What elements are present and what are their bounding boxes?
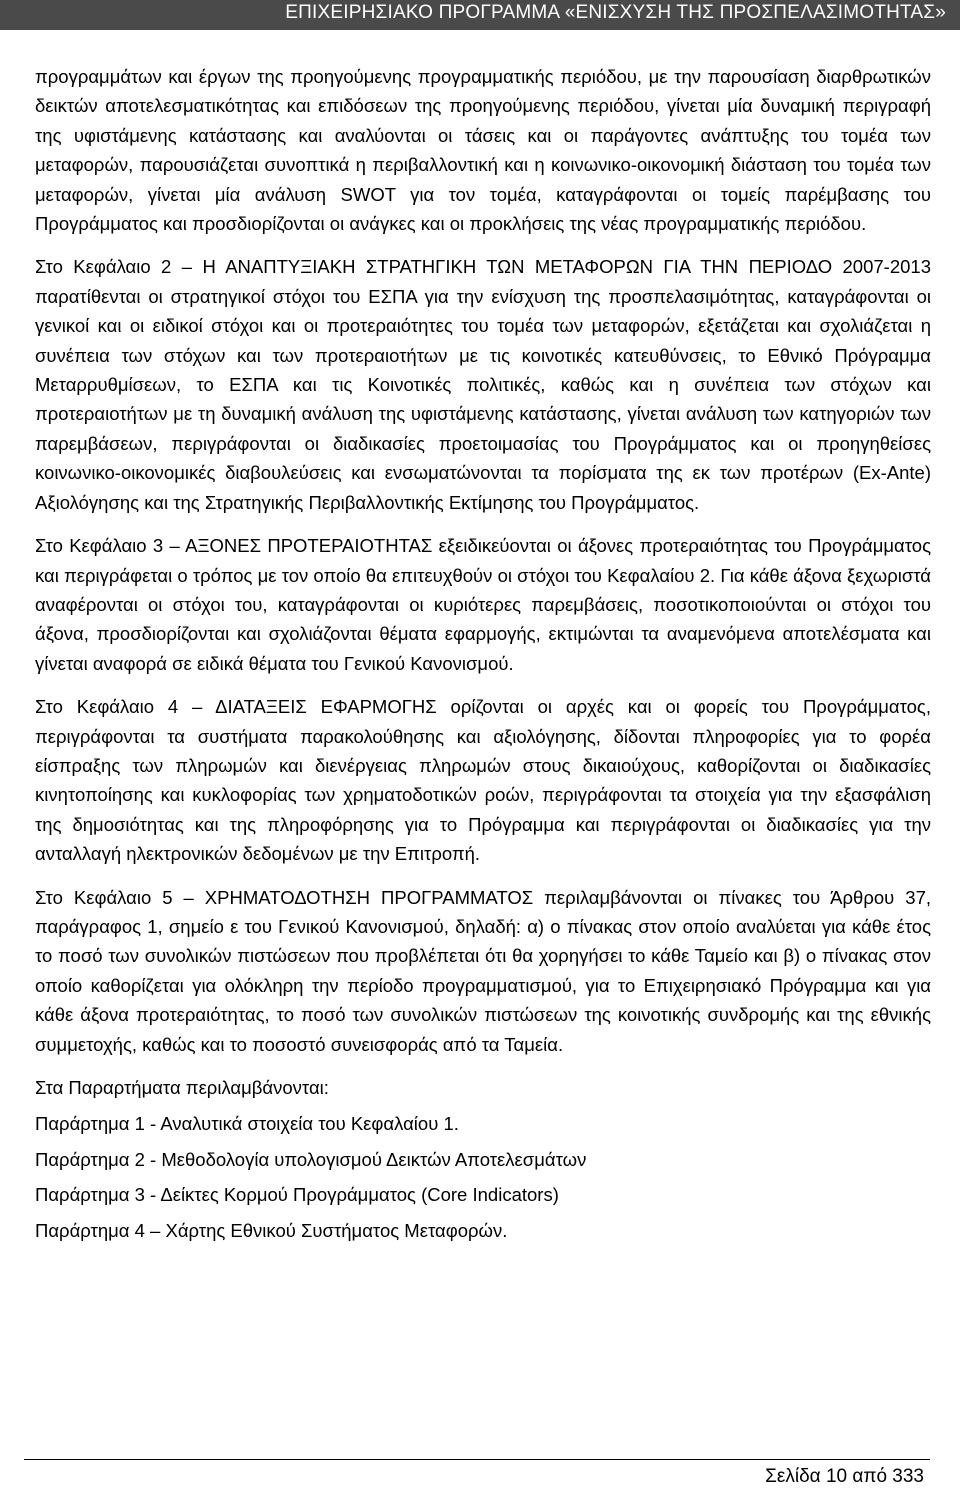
- header-bar: [0, 0, 960, 30]
- page-body: [35, 62, 931, 1251]
- annexes-intro: Στα Παραρτήματα περιλαμβάνονται:: [35, 1077, 329, 1098]
- paragraph-chapter-4: Στο Κεφάλαιο 4 – ΔΙΑΤΑΞΕΙΣ ΕΦΑΡΜΟΓΗΣ ορίζονται οι αρχές και οι φορείς του Προγράμματος, περιγράφονται τα συστήματα παρακολούθησης και αξιολόγησης, δίδονται πληροφορίες για το φορέα είσπραξης των πληρωμών και διενέργειας πληρωμών στους δικαιούχους, καθορίζονται οι διαδικασίες κινητοποίησης και κυκλοφορίας των χρηματοδοτικών ροών, περιγράφονται τα στοιχεία για την εξασφάλιση της δημοσιότητας και της πληροφόρησης για το Πρόγραμμα και περιγράφονται οι διαδικασίες για την ανταλλαγή ηλεκτρονικών δεδομένων με την Επιτροπή.: [35, 696, 931, 865]
- paragraph-chapter-1-continuation: προγραμμάτων και έργων της προηγούμενης προγραμματικής περιόδου, με την παρουσίαση διαρθρωτικών δεικτών αποτελεσματικότητας και επιδόσεων της προηγούμενης περιόδου, γίνεται μία δυναμική περιγραφή της υφιστάμενης κατάστασης και αναλύονται οι τάσεις και οι παράγοντες ανάπτυξης του τομέα των μεταφορών, παρουσιάζεται συνοπτικά η περιβαλλοντική και η κοινωνικο-οικονομική διάσταση του τομέα των μεταφορών, γίνεται μία ανάλυση SWOT για τον τομέα, καταγράφονται οι τομείς παρέμβασης του Προγράμματος και προσδιορίζονται οι ανάγκες και οι προκλήσεις της νέας προγραμματικής περιόδου.: [35, 66, 931, 235]
- annex-item: Παράρτημα 1 - Αναλυτικά στοιχεία του Κεφαλαίου 1.: [35, 1113, 459, 1135]
- document-header-title: ΕΠΙΧΕΙΡΗΣΙΑΚΟ ΠΡΟΓΡΑΜΜΑ «ΕΝΙΣΧΥΣΗ ΤΗΣ ΠΡΟΣΠΕΛΑΣΙΜΟΤΗΤΑΣ»: [285, 2, 946, 23]
- annexes-list: [35, 1109, 931, 1245]
- page-number: Σελίδα 10 από 333: [765, 1466, 924, 1487]
- annex-item: Παράρτημα 2 - Μεθοδολογία υπολογισμού Δεικτών Αποτελεσμάτων: [35, 1148, 587, 1170]
- annex-item: Παράρτημα 3 - Δείκτες Κορμού Προγράμματος (Core Indicators): [35, 1184, 559, 1206]
- paragraph-chapter-2: Στο Κεφάλαιο 2 – Η ΑΝΑΠΤΥΞΙΑΚΗ ΣΤΡΑΤΗΓΙΚΗ ΤΩΝ ΜΕΤΑΦΟΡΩΝ ΓΙΑ ΤΗΝ ΠΕΡΙΟΔΟ 2007-2013 παρατίθενται οι στρατηγικοί στόχοι του ΕΣΠΑ για την ενίσχυση της προσπελασιμότητας, καταγράφονται οι γενικοί και οι ειδικοί στόχοι και οι προτεραιότητες του τομέα των μεταφορών, εξετάζεται και σχολιάζεται η συνέπεια των στόχων και των προτεραιοτήτων με τις κοινοτικές κατευθύνσεις, το Εθνικό Πρόγραμμα Μεταρρυθμίσεων, το ΕΣΠΑ και τις Κοινοτικές πολιτικές, καθώς και η συνέπεια των στόχων και προτεραιοτήτων με τη δυναμική ανάλυση της υφιστάμενης κατάστασης, γίνεται ανάλυση των κατηγοριών των παρεμβάσεων, περιγράφονται οι διαδικασίες προετοιμασίας του Προγράμματος και οι προηγηθείσες κοινωνικο-οικονομικές διαβουλεύσεις και ενσωματώνονται τα πορίσματα της εκ των προτέρων (Ex-Ante) Αξιολόγησης και της Στρατηγικής Περιβαλλοντικής Εκτίμησης του Προγράμματος.: [35, 256, 931, 513]
- footer-divider: [24, 1459, 930, 1460]
- paragraph-chapter-3: Στο Κεφάλαιο 3 – ΑΞΟΝΕΣ ΠΡΟΤΕΡΑΙΟΤΗΤΑΣ εξειδικεύονται οι άξονες προτεραιότητας του Προγράμματος και περιγράφεται ο τρόπος με τον οποίο θα επιτευχθούν οι στόχοι του Κεφαλαίου 2. Για κάθε άξονα ξεχωριστά αναφέρονται οι στόχοι του, καταγράφονται οι κυριότερες παρεμβάσεις, ποσοτικοποιούνται οι στόχοι του άξονα, προσδιορίζονται και σχολιάζονται θέματα εφαρμογής, εκτιμώνται τα αναμενόμενα αποτελέσματα και γίνεται αναφορά σε ειδικά θέματα του Γενικού Κανονισμού.: [35, 535, 931, 674]
- annex-item: Παράρτημα 4 – Χάρτης Εθνικού Συστήματος Μεταφορών.: [35, 1219, 508, 1241]
- paragraph-chapter-5: Στο Κεφάλαιο 5 – ΧΡΗΜΑΤΟΔΟΤΗΣΗ ΠΡΟΓΡΑΜΜΑΤΟΣ περιλαμβάνονται οι πίνακες του Άρθρου 37, παράγραφος 1, σημείο ε του Γενικού Κανονισμού, δηλαδή: α) ο πίνακας στον οποίο αναλύεται για κάθε έτος το ποσό των συνολικών πιστώσεων που προβλέπεται ότι θα χορηγήσει το κάθε Ταμείο και β) ο πίνακας στον οποίο καθορίζεται για ολόκληρη την περίοδο προγραμματισμού, για το Επιχειρησιακό Πρόγραμμα και για κάθε άξονα προτεραιότητας, το ποσό των συνολικών πιστώσεων της κοινοτικής συνδρομής και της εθνικής συμμετοχής, καθώς και το ποσοστό συνεισφοράς από τα Ταμεία.: [35, 886, 931, 1055]
